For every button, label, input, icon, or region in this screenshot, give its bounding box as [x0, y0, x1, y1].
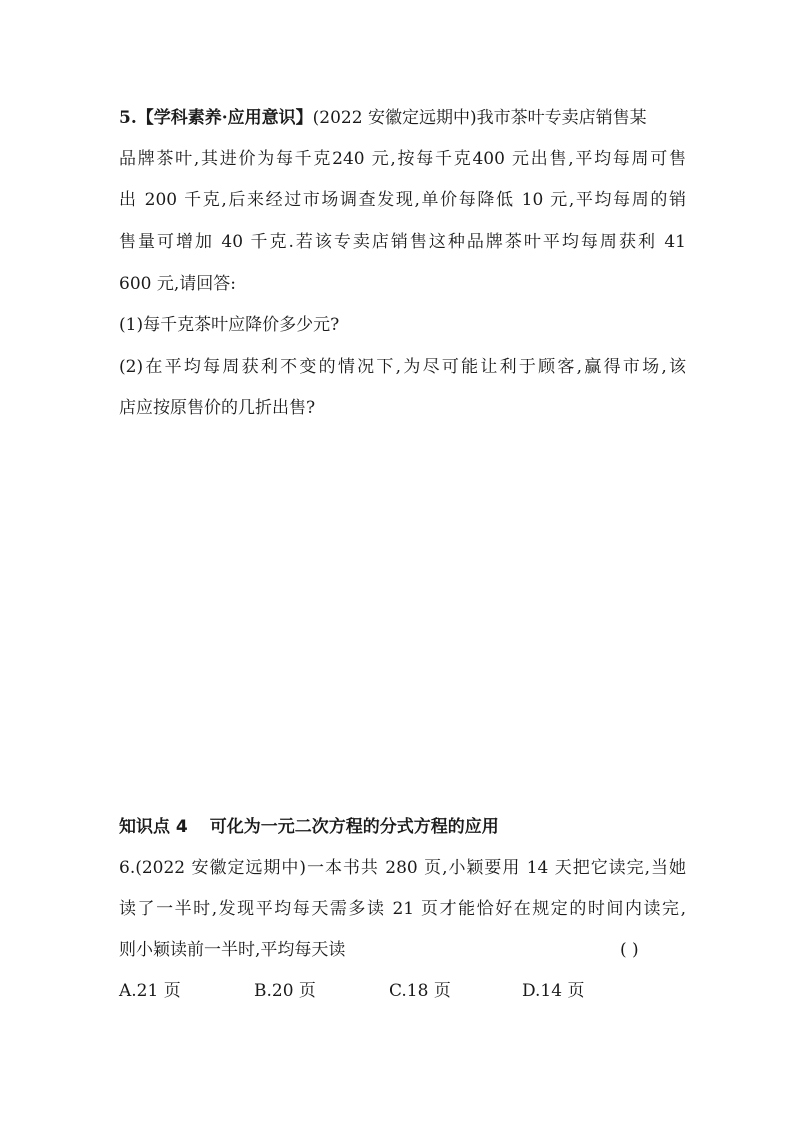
- problem-5-tag: 【学科素养·应用意识】: [136, 108, 313, 128]
- problem-5-line-2: 品牌茶叶,其进价为每千克240 元,按每千克400 元出售,平均每周可售: [119, 149, 686, 169]
- section-heading: [119, 815, 499, 839]
- problem-5-line-4: 售量可增加 40 千克.若该专卖店销售这种品牌茶叶平均每周获利 41: [119, 232, 686, 252]
- problem-6-line-3: 则小颖读前一半时,平均每天读: [119, 940, 346, 960]
- problem-6-line-1: 6.(2022 安徽定远期中)一本书共 280 页,小颖要用 14 天把它读完,当她: [119, 858, 686, 878]
- problem-5-sub-1: (1)每千克茶叶应降价多少元?: [119, 315, 340, 335]
- problem-5-line-1: [119, 106, 647, 130]
- option-a: A.21 页: [119, 981, 181, 1001]
- option-d: D.14 页: [522, 981, 585, 1001]
- section-label: 知识点 4: [119, 817, 188, 837]
- option-c: C.18 页: [389, 981, 451, 1001]
- problem-5-text-1: (2022 安徽定远期中)我市茶叶专卖店销售某: [312, 108, 647, 128]
- problem-6-line-2: 读了一半时,发现平均每天需多读 21 页才能恰好在规定的时间内读完,: [119, 899, 686, 919]
- section-title: 可化为一元二次方程的分式方程的应用: [209, 817, 499, 837]
- option-b: B.20 页: [254, 981, 316, 1001]
- problem-5-sub-2-line-1: (2)在平均每周获利不变的情况下,为尽可能让利于顾客,赢得市场,该: [119, 357, 686, 377]
- problem-5-number: 5.: [119, 108, 137, 128]
- problem-5-sub-2-line-2: 店应按原售价的几折出售?: [119, 398, 316, 418]
- problem-5-line-3: 出 200 千克,后来经过市场调查发现,单价每降低 10 元,平均每周的销: [119, 190, 686, 210]
- answer-blank: ( ): [620, 940, 639, 960]
- problem-5-line-5: 600 元,请回答:: [119, 274, 236, 294]
